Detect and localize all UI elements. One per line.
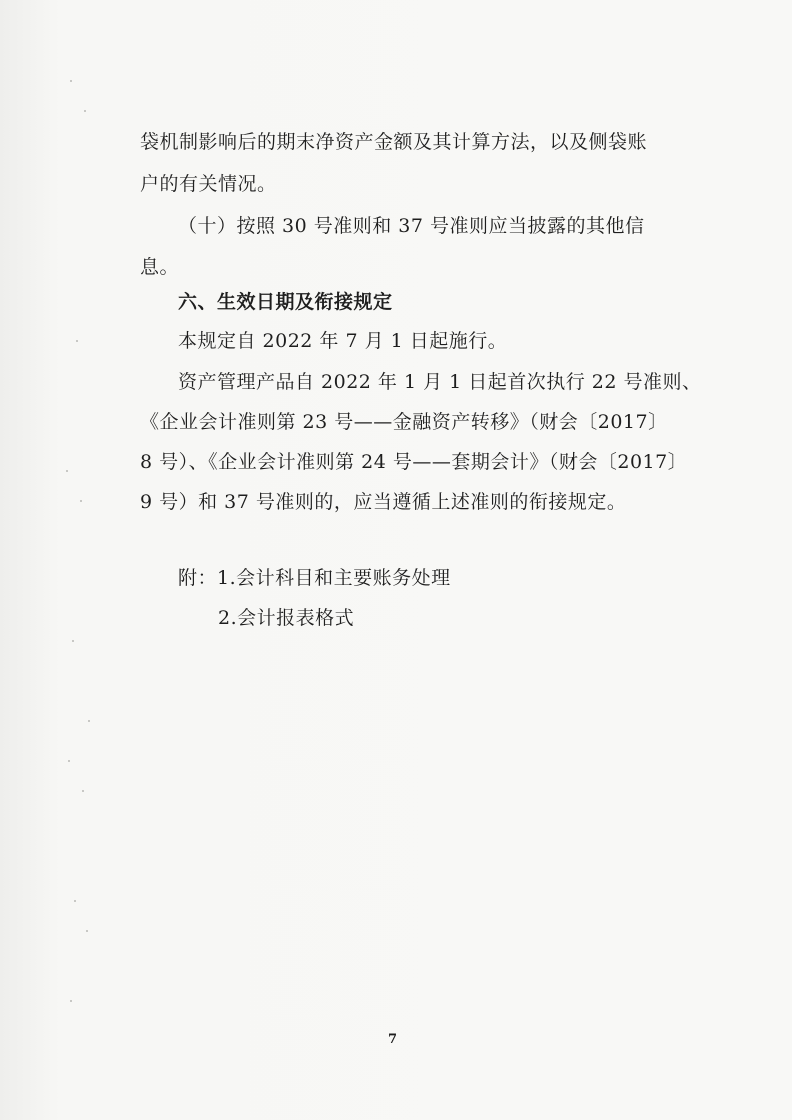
scan-speck (66, 470, 68, 472)
paragraph-line: 本规定自 2022 年 7 月 1 日起施行。 (178, 330, 508, 352)
attachment-line: 2.会计报表格式 (218, 607, 355, 629)
scan-speck (84, 110, 86, 112)
scan-speck (68, 760, 70, 762)
scan-speck (86, 930, 88, 932)
scan-speck (80, 500, 82, 502)
paragraph-line: 袋机制影响后的期末净资产金额及其计算方法，以及侧袋账 (140, 131, 648, 153)
paragraph-line: （十）按照 30 号准则和 37 号准则应当披露的其他信 (178, 215, 645, 237)
scan-speck (76, 340, 78, 342)
scan-speck (82, 790, 84, 792)
scan-speck (88, 720, 90, 722)
scan-speck (72, 640, 74, 642)
section-heading: 六、生效日期及衔接规定 (178, 291, 393, 313)
scan-speck (70, 1000, 72, 1002)
paragraph-line: 息。 (140, 256, 180, 278)
page-number: 7 (388, 1032, 398, 1047)
paragraph-line: 《企业会计准则第 23 号——金融资产转移》（财会〔2017〕 (140, 411, 668, 433)
paragraph-line: 9 号）和 37 号准则的，应当遵循上述准则的衔接规定。 (140, 491, 627, 513)
scan-speck (74, 900, 76, 902)
paragraph-line: 资产管理产品自 2022 年 1 月 1 日起首次执行 22 号准则、 (178, 371, 702, 393)
paragraph-line: 户的有关情况。 (140, 173, 277, 195)
scan-speck (70, 80, 72, 82)
attachment-line: 附：1.会计科目和主要账务处理 (178, 567, 451, 589)
paragraph-line: 8 号）、《企业会计准则第 24 号——套期会计》（财会〔2017〕 (140, 451, 688, 473)
